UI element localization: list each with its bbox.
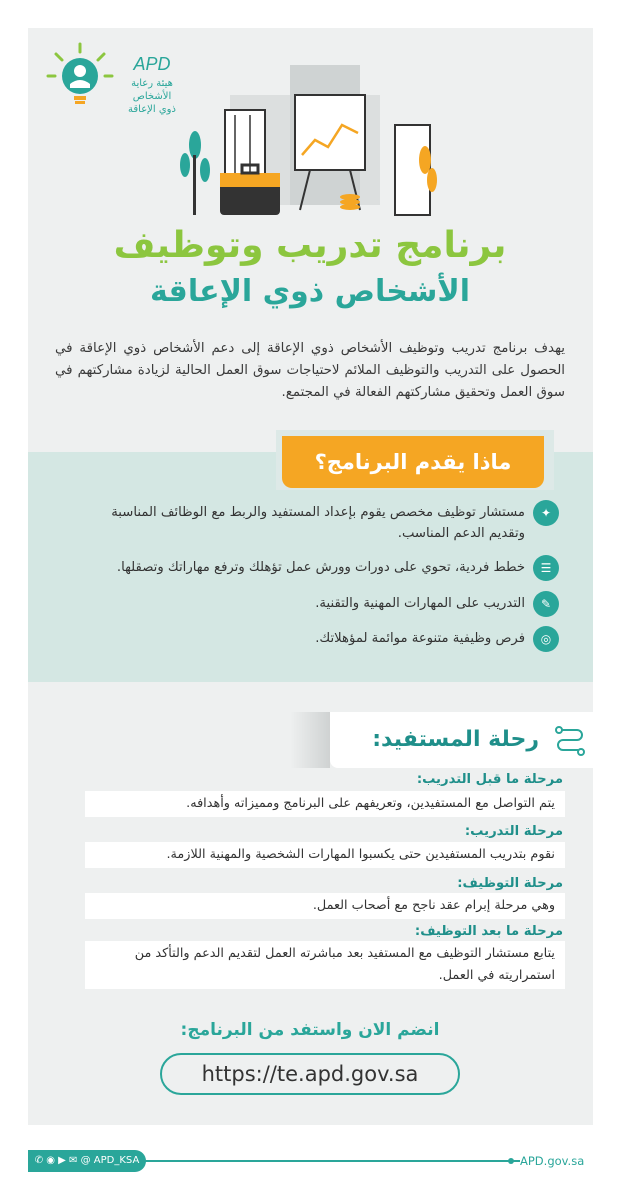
social-handle: APD_KSA bbox=[93, 1155, 140, 1166]
svg-text:APD: APD bbox=[133, 54, 171, 74]
offer-item bbox=[79, 591, 559, 617]
training-icon: ✎ bbox=[533, 591, 559, 617]
offers-heading: ماذا يقدم البرنامج؟ bbox=[282, 436, 544, 488]
target-icon: ◎ bbox=[533, 626, 559, 652]
apd-logo bbox=[40, 38, 190, 128]
journey-heading: رحلة المستفيد: bbox=[372, 727, 539, 752]
offer-text: التدريب على المهارات المهنية والتقنية. bbox=[315, 596, 525, 611]
plant-icon bbox=[180, 131, 210, 215]
plan-icon: ☰ bbox=[533, 555, 559, 581]
social-icons: ✆ ◉ ▶ ✉ @ bbox=[34, 1155, 91, 1166]
header-shadow bbox=[290, 712, 330, 768]
stage-text: نقوم بتدريب المستفيدين حتى يكسبوا المهارات الشخصية والمهنية اللازمة. bbox=[85, 842, 565, 868]
program-url-link[interactable]: https://te.apd.gov.sa bbox=[160, 1053, 460, 1095]
stage-label: مرحلة ما بعد التوظيف: bbox=[414, 924, 563, 939]
offer-text: مستشار توظيف مخصص يقوم بإعداد المستفيد والربط مع الوظائف المناسبة وتقديم الدعم المناسب. bbox=[111, 505, 525, 541]
footer-divider bbox=[120, 1160, 520, 1162]
journey-header bbox=[330, 712, 595, 768]
offer-text: خطط فردية، تحوي على دورات وورش عمل تؤهلك وترفع مهاراتك وتصقلها. bbox=[116, 560, 525, 575]
svg-text:ذوي الإعاقة: ذوي الإعاقة bbox=[128, 104, 176, 115]
page-subtitle: الأشخاص ذوي الإعاقة bbox=[149, 274, 470, 309]
lightbulb-icon bbox=[48, 44, 112, 104]
intro-paragraph: يهدف برنامج تدريب وتوظيف الأشخاص ذوي الإعاقة إلى دعم الأشخاص ذوي الإعاقة في الحصول على التدريب والتوظيف الملائم لاحتياجات سوق العمل الحالية لزيادة مشاركتهم في سوق العمل وتحقيق مشاركتهم الفعالة في المجتمع. bbox=[55, 341, 565, 400]
stage-label: مرحلة التوظيف: bbox=[457, 876, 563, 891]
hero-illustration bbox=[170, 55, 450, 220]
offer-item bbox=[79, 626, 559, 652]
website-dot bbox=[508, 1158, 514, 1164]
svg-text:هيئة رعاية: هيئة رعاية bbox=[131, 78, 173, 89]
svg-text:الأشخاص: الأشخاص bbox=[132, 91, 172, 102]
page-title: برنامج تدريب وتوظيف bbox=[113, 225, 507, 266]
stage-label: مرحلة التدريب: bbox=[464, 824, 563, 839]
offer-item bbox=[79, 500, 559, 544]
stage-text: يتابع مستشار التوظيف مع المستفيد بعد مباشرته العمل لتقديم الدعم والتأكد من استمراريته في العمل. bbox=[85, 941, 565, 989]
stage-text: وهي مرحلة إبرام عقد ناجح مع أصحاب العمل. bbox=[85, 893, 565, 919]
journey-path-icon bbox=[553, 724, 587, 758]
plant-icon bbox=[395, 125, 437, 215]
offer-item bbox=[79, 555, 559, 581]
advisor-icon: ✦ bbox=[533, 500, 559, 526]
website-link[interactable]: APD.gov.sa bbox=[520, 1154, 585, 1168]
social-handle-badge[interactable] bbox=[28, 1150, 146, 1172]
stage-text: يتم التواصل مع المستفيدين، وتعريفهم على البرنامج ومميزاته وأهدافه. bbox=[85, 791, 565, 817]
offer-text: فرص وظيفية متنوعة موائمة لمؤهلاتك. bbox=[315, 631, 525, 646]
cta-text: انضم الان واستفد من البرنامج: bbox=[180, 1020, 440, 1040]
coins-icon bbox=[340, 194, 360, 210]
stage-label: مرحلة ما قبل التدريب: bbox=[416, 772, 563, 787]
